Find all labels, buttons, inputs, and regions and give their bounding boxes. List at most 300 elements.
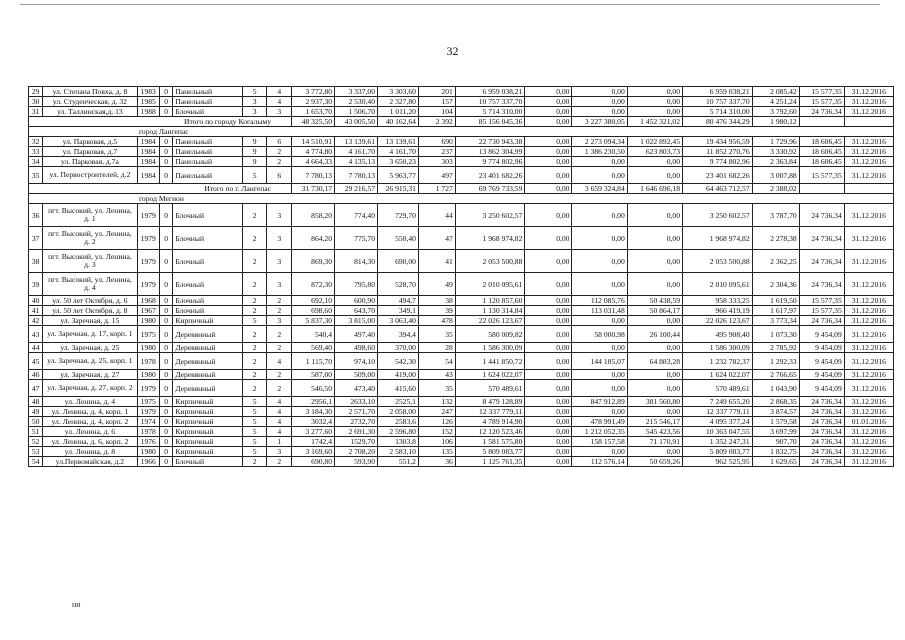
year-commissioned-cell: 0 <box>160 227 173 250</box>
address-cell: ул. 50 лет Октября, д. 6 <box>43 296 137 306</box>
area-residential-cell: 1 011,20 <box>378 107 419 117</box>
row-number-cell: 39 <box>29 273 43 296</box>
total-completion-date <box>844 117 893 127</box>
area-premises-cell: 643,70 <box>335 306 378 316</box>
floors-cell: 5 <box>242 87 267 97</box>
table-row <box>29 326 894 343</box>
year-built-cell: 1974 <box>137 417 160 427</box>
total-area-residential: 26 915,31 <box>378 184 419 194</box>
cost-municipal-share-cell: 64 883,28 <box>627 353 682 370</box>
cost-budget-share-cell: 0,00 <box>572 407 627 417</box>
total-cost-cell: 5 809 083,77 <box>455 447 525 457</box>
unit-cost-cell: 4 251,24 <box>752 97 799 107</box>
wall-material-cell: Блочный <box>173 306 243 316</box>
table-row <box>29 447 894 457</box>
entrances-cell: 2 <box>267 380 292 397</box>
cost-owners-share-cell: 5 714 310,00 <box>683 107 753 117</box>
year-commissioned-cell: 0 <box>160 407 173 417</box>
year-built-cell: 1980 <box>137 343 160 353</box>
year-commissioned-cell: 0 <box>160 437 173 447</box>
year-built-cell: 1980 <box>137 370 160 380</box>
total-unit-cost: 1 980,12 <box>752 117 799 127</box>
residents-cell: 497 <box>418 167 455 184</box>
completion-date-cell: 31.12.2016 <box>844 204 893 227</box>
area-residential-cell: 4 161,70 <box>378 147 419 157</box>
address-cell: ул. Степана Повха, д. 8 <box>43 87 137 97</box>
total-cost-municipal-share: 1 646 696,18 <box>627 184 682 194</box>
cost-fund-share-cell: 0,00 <box>525 204 572 227</box>
year-built-cell: 1984 <box>137 167 160 184</box>
max-unit-cost-cell: 15 577,35 <box>799 306 844 316</box>
year-built-cell: 1985 <box>137 97 160 107</box>
total-cost-cell: 1 581 575,80 <box>455 437 525 447</box>
area-residential-cell: 349,1 <box>378 306 419 316</box>
cost-municipal-share-cell: 0,00 <box>627 157 682 167</box>
cost-budget-share-cell: 58 000,98 <box>572 326 627 343</box>
residents-cell: 41 <box>418 250 455 273</box>
max-unit-cost-cell: 24 736,34 <box>799 250 844 273</box>
cost-municipal-share-cell: 0,00 <box>627 250 682 273</box>
cost-owners-share-cell: 958 333,25 <box>683 296 753 306</box>
cost-owners-share-cell: 7 249 655,20 <box>683 397 753 407</box>
entrances-cell: 4 <box>267 97 292 107</box>
row-number-cell: 43 <box>29 326 43 343</box>
floors-cell: 2 <box>242 457 267 467</box>
area-residential-cell: 542,30 <box>378 353 419 370</box>
area-premises-cell: 4 161,70 <box>335 147 378 157</box>
total-area-cell: 587,00 <box>292 370 335 380</box>
city-total-row <box>29 117 894 127</box>
area-residential-cell: 2 583,10 <box>378 447 419 457</box>
total-area-premises: 29 216,57 <box>335 184 378 194</box>
cost-fund-share-cell: 0,00 <box>525 457 572 467</box>
total-cost-budget-share: 3 659 324,84 <box>572 184 627 194</box>
wall-material-cell: Кирпичный <box>173 397 243 407</box>
table-row <box>29 353 894 370</box>
total-area-cell: 3 184,30 <box>292 407 335 417</box>
row-number-cell: 41 <box>29 306 43 316</box>
row-number-cell: 46 <box>29 370 43 380</box>
cost-budget-share-cell: 0,00 <box>572 316 627 326</box>
city-section-label: город Лангепас <box>29 127 894 137</box>
area-residential-cell: 415,60 <box>378 380 419 397</box>
address-cell: пгт. Высокий, ул. Ленина, д. 2 <box>43 227 137 250</box>
completion-date-cell: 31.12.2016 <box>844 353 893 370</box>
max-unit-cost-cell: 24 736,34 <box>799 227 844 250</box>
cost-owners-share-cell: 962 525,95 <box>683 457 753 467</box>
area-residential-cell: 2 327,80 <box>378 97 419 107</box>
table-row <box>29 296 894 306</box>
cost-fund-share-cell: 0,00 <box>525 227 572 250</box>
unit-cost-cell: 1 832,75 <box>752 447 799 457</box>
table-body <box>29 87 894 467</box>
address-cell: ул. Первостроителей, д.2 <box>43 167 137 184</box>
cost-municipal-share-cell: 0,00 <box>627 97 682 107</box>
cost-owners-share-cell: 1 586 300,09 <box>683 343 753 353</box>
entrances-cell: 3 <box>267 316 292 326</box>
total-cost-cell: 1 130 314,84 <box>455 306 525 316</box>
row-number-cell: 42 <box>29 316 43 326</box>
total-cost-cell: 580 009,82 <box>455 326 525 343</box>
area-residential-cell: 1303,8 <box>378 437 419 447</box>
table-row <box>29 380 894 397</box>
year-built-cell: 1979 <box>137 273 160 296</box>
total-total-cost: 85 156 045,36 <box>455 117 525 127</box>
total-cost-cell: 9 774 802,96 <box>455 157 525 167</box>
cost-budget-share-cell: 0,00 <box>572 87 627 97</box>
area-premises-cell: 509,00 <box>335 370 378 380</box>
address-cell: ул. Ленина, д. 6, корп. 2 <box>43 437 137 447</box>
entrances-cell: 2 <box>267 326 292 343</box>
unit-cost-cell: 1 073,30 <box>752 326 799 343</box>
cost-municipal-share-cell: 381 560,80 <box>627 397 682 407</box>
cost-owners-share-cell: 966 419,19 <box>683 306 753 316</box>
unit-cost-cell: 2 868,35 <box>752 397 799 407</box>
cost-budget-share-cell: 0,00 <box>572 273 627 296</box>
completion-date-cell: 31.12.2016 <box>844 326 893 343</box>
total-cost-cell: 22 026 123,67 <box>455 316 525 326</box>
city-section-row <box>29 194 894 204</box>
max-unit-cost-cell: 18 606,45 <box>799 147 844 157</box>
area-residential-cell: 550,40 <box>378 227 419 250</box>
cost-municipal-share-cell: 50 659,26 <box>627 457 682 467</box>
cost-owners-share-cell: 6 959 038,21 <box>683 87 753 97</box>
residents-cell: 47 <box>418 227 455 250</box>
address-cell: ул. Ленина, д. 4, корп. 1 <box>43 407 137 417</box>
wall-material-cell: Панельный <box>173 137 243 147</box>
cost-fund-share-cell: 0,00 <box>525 353 572 370</box>
row-number-cell: 45 <box>29 353 43 370</box>
cost-fund-share-cell: 0,00 <box>525 437 572 447</box>
total-total-area: 31 730,17 <box>292 184 335 194</box>
unit-cost-cell: 1 629,65 <box>752 457 799 467</box>
total-cost-owners-share: 64 463 712,57 <box>683 184 753 194</box>
completion-date-cell: 31.12.2016 <box>844 97 893 107</box>
table-row <box>29 306 894 316</box>
residents-cell: 38 <box>418 296 455 306</box>
total-cost-cell: 1 586 300,09 <box>455 343 525 353</box>
residents-cell: 690 <box>418 137 455 147</box>
total-cost-cell: 12 120 523,46 <box>455 427 525 437</box>
address-cell: пгт. Высокий, ул. Ленина, д. 4 <box>43 273 137 296</box>
cost-budget-share-cell: 0,00 <box>572 97 627 107</box>
cost-fund-share-cell: 0,00 <box>525 87 572 97</box>
year-built-cell: 1978 <box>137 353 160 370</box>
max-unit-cost-cell: 9 454,09 <box>799 370 844 380</box>
residents-cell: 152 <box>418 427 455 437</box>
year-built-cell: 1984 <box>137 147 160 157</box>
unit-cost-cell: 3 697,99 <box>752 427 799 437</box>
completion-date-cell: 31.12.2016 <box>844 427 893 437</box>
area-premises-cell: 2 708,20 <box>335 447 378 457</box>
max-unit-cost-cell: 24 736,34 <box>799 437 844 447</box>
entrances-cell: 2 <box>267 296 292 306</box>
cost-municipal-share-cell: 0,00 <box>627 273 682 296</box>
cost-budget-share-cell: 112 085,76 <box>572 296 627 306</box>
residents-cell: 44 <box>418 204 455 227</box>
cost-fund-share-cell: 0,00 <box>525 447 572 457</box>
year-commissioned-cell: 0 <box>160 250 173 273</box>
unit-cost-cell: 2 304,36 <box>752 273 799 296</box>
wall-material-cell: Кирпичный <box>173 427 243 437</box>
total-area-cell: 4 774,80 <box>292 147 335 157</box>
total-area-cell: 14 510,91 <box>292 137 335 147</box>
cost-fund-share-cell: 0,00 <box>525 137 572 147</box>
cost-budget-share-cell: 1 212 052,35 <box>572 427 627 437</box>
row-number-cell: 34 <box>29 157 43 167</box>
cost-fund-share-cell: 0,00 <box>525 417 572 427</box>
total-area-cell: 7 780,13 <box>292 167 335 184</box>
cost-fund-share-cell: 0,00 <box>525 407 572 417</box>
completion-date-cell: 31.12.2016 <box>844 407 893 417</box>
area-residential-cell: 528,70 <box>378 273 419 296</box>
wall-material-cell: Кирпичный <box>173 316 243 326</box>
max-unit-cost-cell: 24 736,34 <box>799 457 844 467</box>
residents-cell: 237 <box>418 147 455 157</box>
row-number-cell: 33 <box>29 147 43 157</box>
unit-cost-cell: 3 874,57 <box>752 407 799 417</box>
area-premises-cell: 2 530,40 <box>335 97 378 107</box>
year-commissioned-cell: 0 <box>160 316 173 326</box>
wall-material-cell: Блочный <box>173 204 243 227</box>
cost-owners-share-cell: 22 026 123,67 <box>683 316 753 326</box>
floors-cell: 2 <box>242 370 267 380</box>
total-area-cell: 872,30 <box>292 273 335 296</box>
cost-fund-share-cell: 0,00 <box>525 107 572 117</box>
cost-budget-share-cell: 0,00 <box>572 447 627 457</box>
table-row <box>29 250 894 273</box>
row-number-cell: 47 <box>29 380 43 397</box>
wall-material-cell: Кирпичный <box>173 437 243 447</box>
year-commissioned-cell: 0 <box>160 167 173 184</box>
cost-fund-share-cell: 0,00 <box>525 250 572 273</box>
year-commissioned-cell: 0 <box>160 107 173 117</box>
area-premises-cell: 2633,10 <box>335 397 378 407</box>
cost-budget-share-cell: 158 157,58 <box>572 437 627 447</box>
year-built-cell: 1967 <box>137 306 160 316</box>
table-row <box>29 427 894 437</box>
max-unit-cost-cell: 24 736,34 <box>799 316 844 326</box>
floors-cell: 2 <box>242 273 267 296</box>
table-row <box>29 407 894 417</box>
area-residential-cell: 2 058,00 <box>378 407 419 417</box>
floors-cell: 9 <box>242 137 267 147</box>
cost-fund-share-cell: 0,00 <box>525 157 572 167</box>
area-premises-cell: 7 780,13 <box>335 167 378 184</box>
table-row <box>29 343 894 353</box>
max-unit-cost-cell: 24 736,34 <box>799 204 844 227</box>
cost-owners-share-cell: 11 852 270,76 <box>683 147 753 157</box>
total-cost-cell: 1 624 022,07 <box>455 370 525 380</box>
table-row <box>29 316 894 326</box>
residents-cell: 35 <box>418 326 455 343</box>
table-row <box>29 137 894 147</box>
area-premises-cell: 13 139,61 <box>335 137 378 147</box>
year-built-cell: 1979 <box>137 227 160 250</box>
wall-material-cell: Панельный <box>173 167 243 184</box>
year-commissioned-cell: 0 <box>160 417 173 427</box>
cost-owners-share-cell: 570 489,61 <box>683 380 753 397</box>
year-built-cell: 1980 <box>137 316 160 326</box>
cost-budget-share-cell: 0,00 <box>572 380 627 397</box>
year-built-cell: 1984 <box>137 157 160 167</box>
max-unit-cost-cell: 9 454,09 <box>799 353 844 370</box>
total-area-cell: 3 169,60 <box>292 447 335 457</box>
floors-cell: 2 <box>242 250 267 273</box>
max-unit-cost-cell: 15 577,35 <box>799 296 844 306</box>
cost-fund-share-cell: 0,00 <box>525 97 572 107</box>
cost-owners-share-cell: 9 774 802,96 <box>683 157 753 167</box>
city-section-label: город Мегион <box>29 194 894 204</box>
entrances-cell: 3 <box>267 250 292 273</box>
floors-cell: 5 <box>242 316 267 326</box>
wall-material-cell: Кирпичный <box>173 447 243 457</box>
max-unit-cost-cell: 24 736,34 <box>799 407 844 417</box>
address-cell: ул. Ленина, д. 4 <box>43 397 137 407</box>
area-residential-cell: 3 650,23 <box>378 157 419 167</box>
max-unit-cost-cell: 24 736,34 <box>799 417 844 427</box>
cost-owners-share-cell: 12 337 779,11 <box>683 407 753 417</box>
unit-cost-cell: 1 043,90 <box>752 380 799 397</box>
area-premises-cell: 498,60 <box>335 343 378 353</box>
table-row <box>29 204 894 227</box>
cost-budget-share-cell: 478 991,49 <box>572 417 627 427</box>
floors-cell: 2 <box>242 343 267 353</box>
cost-owners-share-cell: 1 232 782,37 <box>683 353 753 370</box>
total-cost-cell: 8 479 128,89 <box>455 397 525 407</box>
total-cost-cell: 22 730 943,38 <box>455 137 525 147</box>
unit-cost-cell: 1 729,96 <box>752 137 799 147</box>
cost-fund-share-cell: 0,00 <box>525 296 572 306</box>
wall-material-cell: Блочный <box>173 296 243 306</box>
address-cell: ул. Заречная, д. 15 <box>43 316 137 326</box>
table-row <box>29 370 894 380</box>
year-built-cell: 1979 <box>137 250 160 273</box>
total-area-cell: 864,20 <box>292 227 335 250</box>
total-completion-date <box>844 184 893 194</box>
completion-date-cell: 31.12.2016 <box>844 167 893 184</box>
area-premises-cell: 2 691,30 <box>335 427 378 437</box>
residents-cell: 303 <box>418 157 455 167</box>
year-commissioned-cell: 0 <box>160 204 173 227</box>
city-section-row <box>29 127 894 137</box>
row-number-cell: 29 <box>29 87 43 97</box>
address-cell: ул. Заречная, д. 25, корп. 1 <box>43 353 137 370</box>
year-commissioned-cell: 0 <box>160 306 173 316</box>
city-total-label: Итого по городу Когалыму <box>29 117 292 127</box>
row-number-cell: 50 <box>29 417 43 427</box>
total-area-cell: 3 277,60 <box>292 427 335 437</box>
floors-cell: 5 <box>242 167 267 184</box>
total-area-cell: 540,4 <box>292 326 335 343</box>
area-premises-cell: 814,30 <box>335 250 378 273</box>
cost-budget-share-cell: 0,00 <box>572 250 627 273</box>
cost-owners-share-cell: 4 095 377,24 <box>683 417 753 427</box>
cost-budget-share-cell: 113 031,48 <box>572 306 627 316</box>
cost-budget-share-cell: 0,00 <box>572 204 627 227</box>
max-unit-cost-cell: 24 736,34 <box>799 273 844 296</box>
year-commissioned-cell: 0 <box>160 147 173 157</box>
completion-date-cell: 31.12.2016 <box>844 250 893 273</box>
cost-municipal-share-cell: 0,00 <box>627 107 682 117</box>
floors-cell: 2 <box>242 296 267 306</box>
completion-date-cell: 31.12.2016 <box>844 397 893 407</box>
page-number: 32 <box>446 44 459 58</box>
area-residential-cell: 494,7 <box>378 296 419 306</box>
cost-fund-share-cell: 0,00 <box>525 370 572 380</box>
completion-date-cell: 31.12.2016 <box>844 87 893 97</box>
cost-municipal-share-cell: 0,00 <box>627 227 682 250</box>
cost-budget-share-cell: 1 386 230,50 <box>572 147 627 157</box>
wall-material-cell: Блочный <box>173 273 243 296</box>
total-cost-cell: 2 010 095,61 <box>455 273 525 296</box>
table-row <box>29 147 894 157</box>
year-commissioned-cell: 0 <box>160 296 173 306</box>
year-commissioned-cell: 0 <box>160 137 173 147</box>
year-built-cell: 1988 <box>137 107 160 117</box>
row-number-cell: 49 <box>29 407 43 417</box>
area-premises-cell: 2732,70 <box>335 417 378 427</box>
completion-date-cell: 31.12.2016 <box>844 457 893 467</box>
cost-budget-share-cell: 847 912,89 <box>572 397 627 407</box>
residents-cell: 28 <box>418 343 455 353</box>
cost-fund-share-cell: 0,00 <box>525 316 572 326</box>
footer-mark: ни <box>72 600 81 609</box>
row-number-cell: 37 <box>29 227 43 250</box>
max-unit-cost-cell: 18 606,45 <box>799 137 844 147</box>
cost-owners-share-cell: 3 250 602,57 <box>683 204 753 227</box>
address-cell: ул. Заречная, д. 25 <box>43 343 137 353</box>
total-area-cell: 698,60 <box>292 306 335 316</box>
total-cost-cell: 5 714 310,00 <box>455 107 525 117</box>
total-max-unit-cost <box>799 184 844 194</box>
address-cell: ул. Ленина, д. 8 <box>43 447 137 457</box>
address-cell: ул. Парковая, д.5 <box>43 137 137 147</box>
total-area-cell: 858,20 <box>292 204 335 227</box>
area-residential-cell: 370,00 <box>378 343 419 353</box>
year-commissioned-cell: 0 <box>160 353 173 370</box>
entrances-cell: 2 <box>267 457 292 467</box>
completion-date-cell: 31.12.2016 <box>844 157 893 167</box>
row-number-cell: 31 <box>29 107 43 117</box>
entrances-cell: 2 <box>267 147 292 157</box>
row-number-cell: 52 <box>29 437 43 447</box>
completion-date-cell: 31.12.2016 <box>844 437 893 447</box>
entrances-cell: 3 <box>267 273 292 296</box>
year-commissioned-cell: 0 <box>160 397 173 407</box>
total-area-cell: 869,30 <box>292 250 335 273</box>
address-cell: пгт. Высокий, ул. Ленина, д. 3 <box>43 250 137 273</box>
max-unit-cost-cell: 15 577,35 <box>799 97 844 107</box>
table-row <box>29 437 894 447</box>
cost-fund-share-cell: 0,00 <box>525 343 572 353</box>
year-built-cell: 1975 <box>137 397 160 407</box>
cost-municipal-share-cell: 50 864,17 <box>627 306 682 316</box>
year-commissioned-cell: 0 <box>160 370 173 380</box>
wall-material-cell: Кирпичный <box>173 417 243 427</box>
residents-cell: 135 <box>418 447 455 457</box>
year-built-cell: 1975 <box>137 326 160 343</box>
completion-date-cell: 31.12.2016 <box>844 137 893 147</box>
total-cost-cell: 570 489,61 <box>455 380 525 397</box>
year-built-cell: 1976 <box>137 437 160 447</box>
area-premises-cell: 4 135,13 <box>335 157 378 167</box>
year-built-cell: 1978 <box>137 427 160 437</box>
total-cost-cell: 3 250 602,57 <box>455 204 525 227</box>
cost-owners-share-cell: 5 809 083,77 <box>683 447 753 457</box>
total-cost-cell: 4 789 914,90 <box>455 417 525 427</box>
floors-cell: 9 <box>242 147 267 157</box>
